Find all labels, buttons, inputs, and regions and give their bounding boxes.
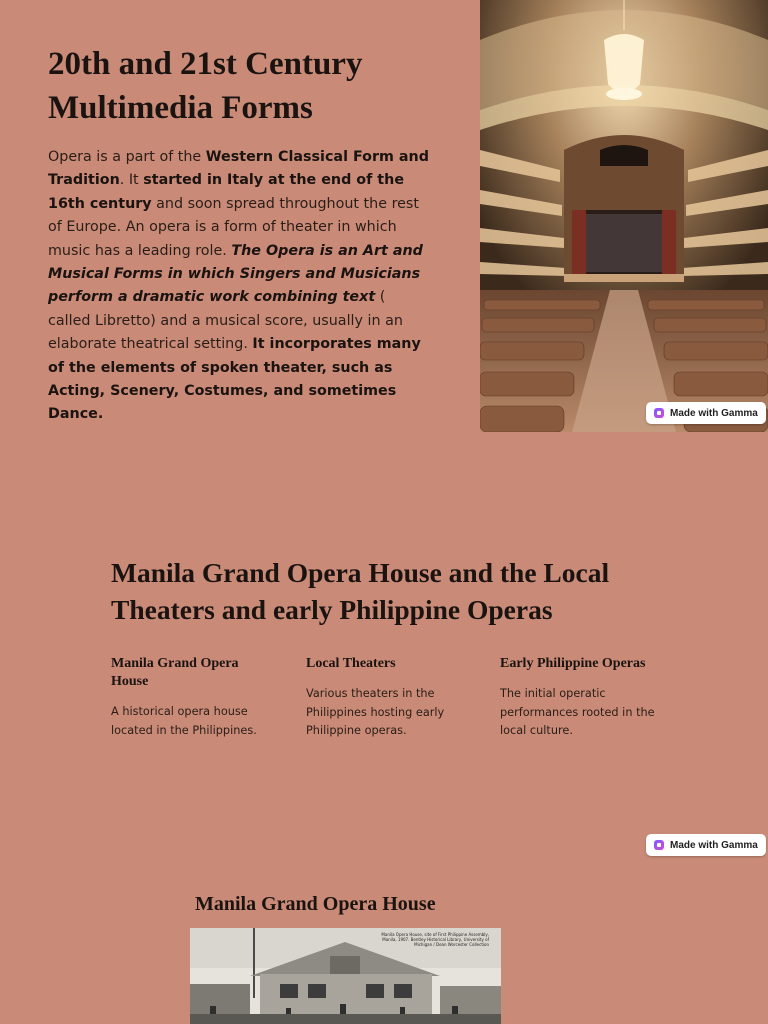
- column-manila-grand-opera-house: [111, 655, 271, 740]
- column-text: A historical opera house located in the Philippines.: [111, 705, 257, 737]
- column-text: Various theaters in the Philippines hosting early Philippine operas.: [306, 687, 445, 738]
- column-title: Early Philippine Operas: [500, 656, 646, 671]
- made-with-gamma-badge[interactable]: [646, 402, 766, 424]
- manila-opera-house-photo: [190, 928, 501, 1024]
- photo-caption: Manila Opera House, site of First Philippine Assembly, Manila, 1907. Bentley Historical Library, University of Michigan / Dean Worcester Collection: [381, 932, 489, 947]
- column-title: Manila Grand Opera House: [111, 656, 239, 689]
- body-text-segment: ( called Libretto) and a musical score, usually in an elaborate theatrical setting.: [48, 289, 403, 353]
- column-local-theaters: [306, 655, 466, 741]
- gamma-logo-icon: [654, 840, 664, 850]
- body-bold-segment: It incorporates many of the elements of spoken theater, such as Acting, Scenery, Costumes, and sometimes Dance.: [48, 336, 421, 423]
- body-bold-segment: Western Classical Form and Tradition: [48, 149, 429, 189]
- slide2-title: Manila Grand Opera House and the Local Theaters and early Philippine Operas: [111, 557, 610, 625]
- body-bold-italic-segment: The Opera is an Art and Musical Forms in which Singers and Musicians perform a dramatic work combining text: [48, 242, 423, 306]
- body-text-segment: Opera is a part of the: [48, 149, 206, 165]
- slide3-title: Manila Grand Opera House: [195, 893, 436, 915]
- badge-label: Made with Gamma: [670, 839, 758, 851]
- column-title: Local Theaters: [306, 656, 396, 671]
- column-early-philippine-operas: [500, 655, 660, 741]
- body-text-segment: . It: [119, 172, 144, 189]
- opera-hall-illustration: [480, 0, 768, 432]
- body-text-segment: and soon spread throughout the rest of Europe. An opera is a form of theater in which music has a leading role.: [48, 195, 419, 259]
- opera-hall-image: [480, 0, 768, 432]
- badge-label: Made with Gamma: [670, 407, 758, 419]
- gamma-logo-icon: [654, 408, 664, 418]
- made-with-gamma-badge[interactable]: [646, 834, 766, 856]
- column-text: The initial operatic performances rooted in the local culture.: [500, 687, 655, 738]
- slide1-body-text: [48, 146, 432, 427]
- body-bold-segment: started in Italy at the end of the 16th century: [48, 172, 405, 212]
- slide1-title: 20th and 21st Century Multimedia Forms: [48, 46, 363, 126]
